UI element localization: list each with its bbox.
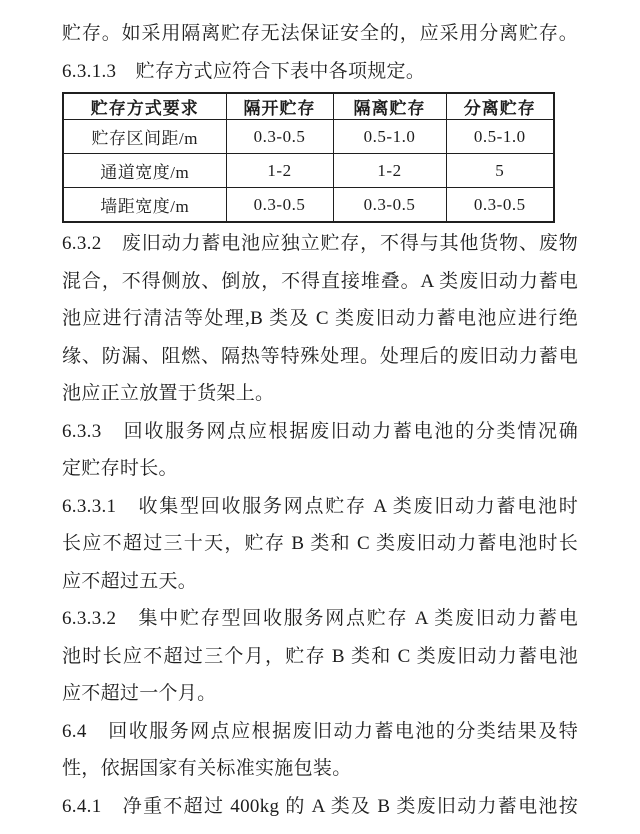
table-cell: 0.5-1.0: [333, 120, 446, 154]
table-cell: 1-2: [226, 154, 333, 188]
table-header-cell: 隔离贮存: [333, 93, 446, 120]
text-line: 长应不超过三十天，贮存 B 类和 C 类废旧动力蓄电池时长: [62, 533, 578, 554]
table-cell: 1-2: [333, 154, 446, 188]
text-line: 6.3.2 废旧动力蓄电池应独立贮存，不得与其他货物、废物: [62, 233, 578, 254]
text-line: 池应正立放置于货架上。: [62, 383, 275, 404]
text-line: 6.3.3.1 收集型回收服务网点贮存 A 类废旧动力蓄电池时: [62, 495, 578, 517]
table-cell: 通道宽度/m: [63, 154, 226, 188]
table-row: [63, 120, 554, 154]
text-line: 应不超过五天。: [62, 570, 198, 592]
table-cell: 墙距宽度/m: [63, 188, 226, 223]
table-header-cell: 隔开贮存: [226, 93, 333, 120]
text-line: 6.3.3.2 集中贮存型回收服务网点贮存 A 类废旧动力蓄电: [62, 608, 578, 629]
storage-spec-table: [62, 92, 555, 223]
table-row: [63, 154, 554, 188]
body-text: [62, 225, 578, 825]
table-cell: 0.3-0.5: [333, 188, 446, 223]
text-line: 6.4 回收服务网点应根据废旧动力蓄电池的分类结果及特: [62, 720, 578, 742]
text-line: 性，依据国家有关标准实施包装。: [62, 758, 352, 779]
text-line: 混合，不得侧放、倒放，不得直接堆叠。A 类废旧动力蓄电: [62, 270, 578, 292]
table-cell: 0.3-0.5: [226, 188, 333, 223]
table-cell: 0.3-0.5: [446, 188, 554, 223]
text-line: 池时长应不超过三个月，贮存 B 类和 C 类废旧动力蓄电池: [62, 645, 578, 667]
table-row: [63, 188, 554, 223]
text-line: 缘、防漏、阻燃、隔热等特殊处理。处理后的废旧动力蓄电: [62, 345, 578, 367]
text-line: 池应进行清洁等处理,B 类及 C 类废旧动力蓄电池应进行绝: [62, 308, 578, 329]
table-header-row: [63, 93, 554, 120]
text-line: 贮存。如采用隔离贮存无法保证安全的，应采用分离贮存。: [62, 23, 578, 44]
table-cell: 5: [446, 154, 554, 188]
text-line: 6.4.1 净重不超过 400kg 的 A 类及 B 类废旧动力蓄电池按: [62, 795, 578, 817]
table-cell: 0.5-1.0: [446, 120, 554, 154]
text-line: 定贮存时长。: [62, 458, 178, 479]
table-cell: 贮存区间距/m: [63, 120, 226, 154]
table-cell: 0.3-0.5: [226, 120, 333, 154]
table-header-cell: 贮存方式要求: [63, 93, 226, 120]
table-header-cell: 分离贮存: [446, 93, 554, 120]
text-line: 6.3.3 回收服务网点应根据废旧动力蓄电池的分类情况确: [62, 420, 578, 442]
section-heading-6313: 6.3.1.3 贮存方式应符合下表中各项规定。: [62, 61, 426, 82]
text-line: 应不超过一个月。: [62, 683, 217, 704]
